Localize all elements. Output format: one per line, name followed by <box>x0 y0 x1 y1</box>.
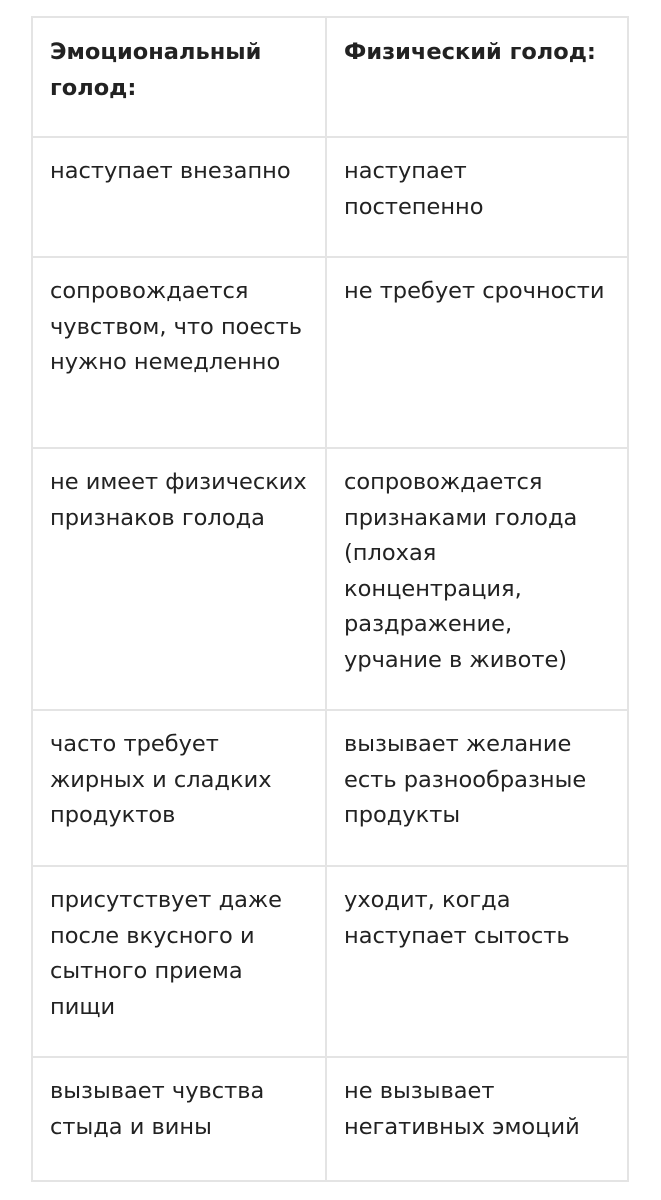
row-1-physical: наступает постепенно <box>327 138 627 258</box>
row-2-physical: не требует срочности <box>327 258 627 449</box>
header-physical-hunger: Физический голод: <box>327 18 627 138</box>
row-5-emotional: присутствует даже после вкусного и сытного приема пищи <box>33 867 327 1058</box>
row-3-physical: сопровождается признаками голода (плохая концентрация, раздражение, урчание в животе) <box>327 449 627 711</box>
row-2-emotional: сопровождается чувством, что поесть нужно немедленно <box>33 258 327 449</box>
row-4-emotional: часто требует жирных и сладких продуктов <box>33 711 327 867</box>
row-1-emotional: наступает внезапно <box>33 138 327 258</box>
hunger-comparison-table <box>31 16 629 1182</box>
header-emotional-hunger: Эмоциональный голод: <box>33 18 327 138</box>
row-6-physical: не вызывает негативных эмоций <box>344 1078 580 1140</box>
row-5-physical: уходит, когда наступает сытость <box>327 867 627 1058</box>
row-4-physical: вызывает желание есть разнообразные продукты <box>327 711 627 867</box>
row-6-emotional: вызывает чувства стыда и вины <box>33 1058 327 1180</box>
row-3-emotional: не имеет физических признаков голода <box>33 449 327 711</box>
